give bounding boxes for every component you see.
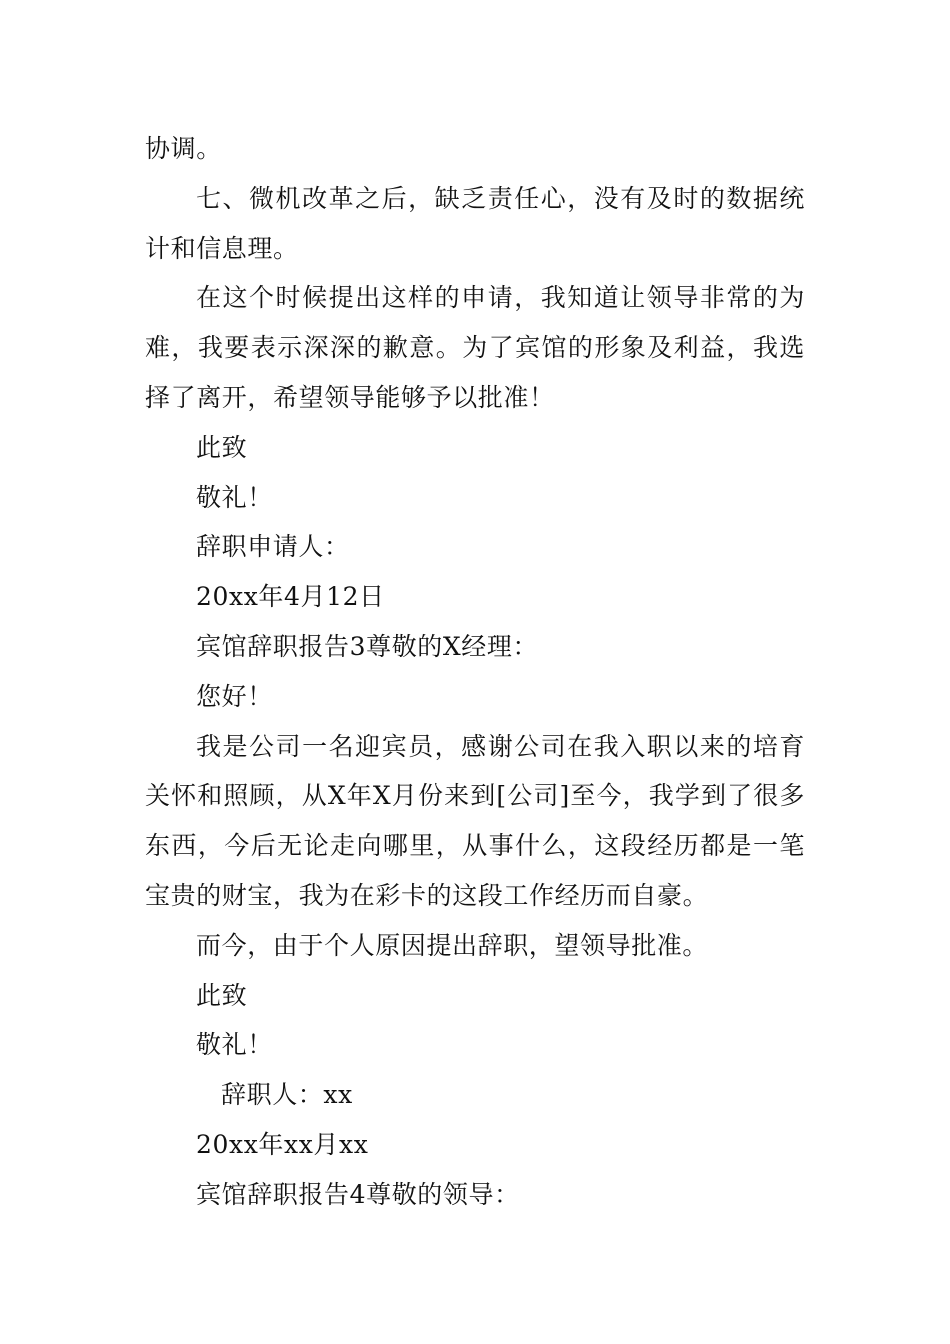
text-line: 择了离开，希望领导能够予以批准！ [145,382,555,412]
text-line: 敬礼！ [196,1030,273,1060]
text-line: 在这个时候提出这样的申请，我知道让领导非常的为 [196,283,805,313]
text-line: 宾馆辞职报告3尊敬的X经理： [196,631,539,661]
text-line: 敬礼！ [196,482,273,512]
text-line: 辞职人：xx [221,1080,353,1110]
document-body [145,124,805,1220]
text-line: 20xx年xx月xx [196,1129,369,1159]
text-line: 辞职申请人： [196,532,350,562]
text-line: 东西，今后无论走向哪里，从事什么，这段经历都是一笔 [145,831,805,861]
text-line: 难，我要表示深深的歉意。为了宾馆的形象及利益，我选 [145,333,805,363]
text-line: 宾馆辞职报告4尊敬的领导： [196,1179,520,1209]
text-line: 宝贵的财宝，我为在彩卡的这段工作经历而自豪。 [145,880,709,910]
text-line: 此致 [196,432,248,462]
text-line: 计和信息理。 [145,233,299,263]
text-line: 而今，由于个人原因提出辞职，望领导批准。 [196,930,709,960]
text-line: 20xx年4月12日 [196,582,385,612]
text-line: 关怀和照顾，从X年X月份来到[公司]至今，我学到了很多 [145,781,805,811]
text-line: 我是公司一名迎宾员，感谢公司在我入职以来的培育 [196,731,805,761]
text-line: 此致 [196,980,248,1010]
text-line: 协调。 [145,134,222,163]
text-line: 您好！ [196,681,273,711]
text-line: 七、微机改革之后，缺乏责任心，没有及时的数据统 [196,183,805,213]
